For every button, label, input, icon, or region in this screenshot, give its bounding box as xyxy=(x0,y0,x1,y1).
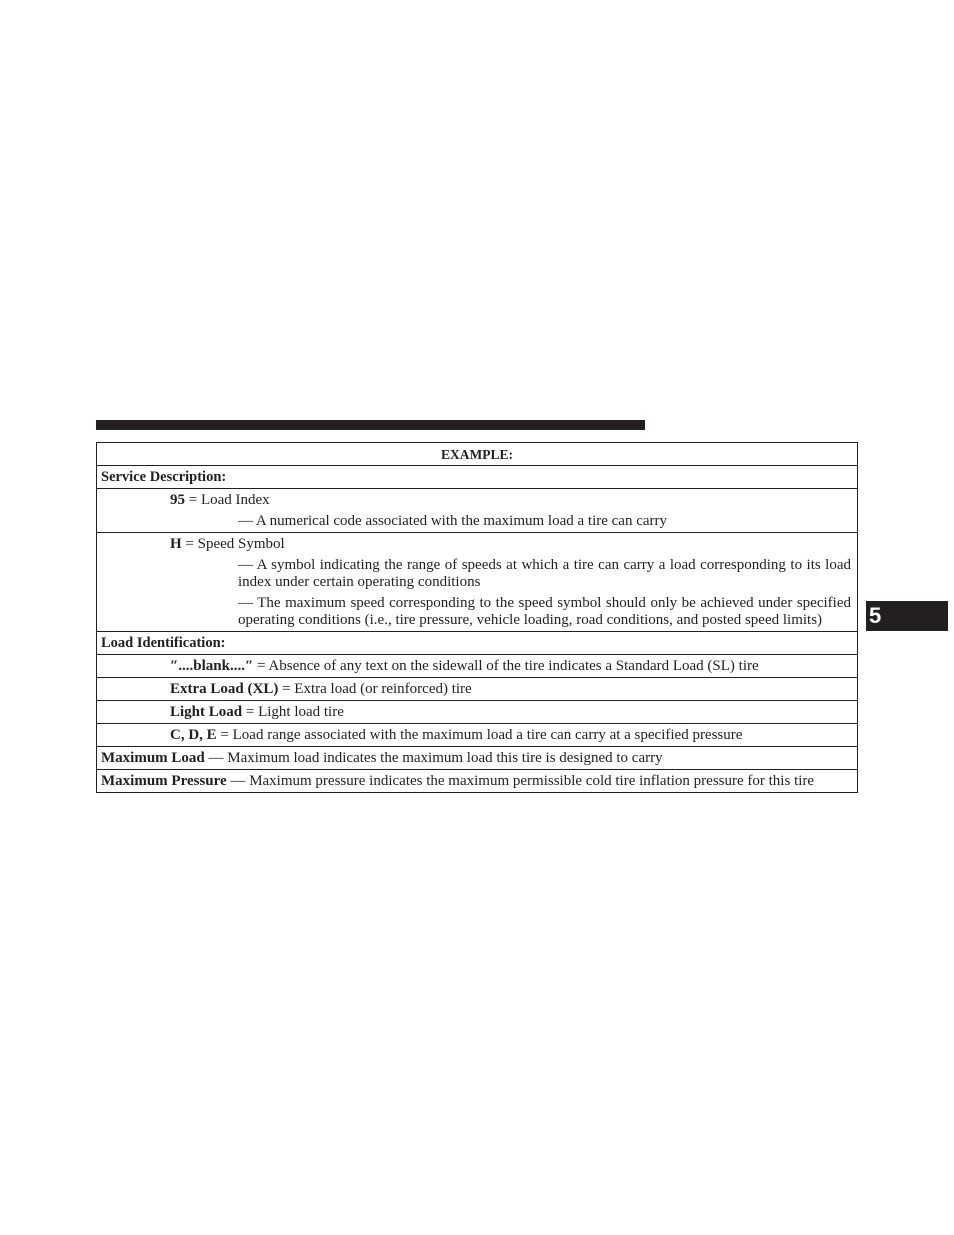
load-id-term-xl: Extra Load (XL) xyxy=(170,681,279,697)
load-id-def-cde: = Load range associated with the maximum load a tire can carry at a specified pressure xyxy=(216,727,743,743)
load-id-def-xl: = Extra load (or reinforced) tire xyxy=(278,681,472,697)
speed-symbol-row xyxy=(97,532,857,631)
table-header: EXAMPLE: xyxy=(441,447,513,462)
speed-symbol-term: H xyxy=(170,536,182,552)
speed-symbol-def: = Speed Symbol xyxy=(181,536,285,552)
load-id-term-light: Light Load xyxy=(170,704,243,720)
load-id-row-light xyxy=(97,700,857,723)
speed-symbol-line xyxy=(97,536,857,553)
load-id-row-blank xyxy=(97,654,857,677)
load-id-def-light: = Light load tire xyxy=(242,704,344,720)
service-description-heading: Service Description: xyxy=(97,465,857,488)
load-id-def-blank: = Absence of any text on the sidewall of the tire indicates a Standard Load (SL) tire xyxy=(253,658,759,674)
load-index-def: = Load Index xyxy=(185,492,270,508)
load-id-row-cde xyxy=(97,723,857,746)
load-index-row xyxy=(97,488,857,532)
section-rule xyxy=(96,420,645,430)
speed-symbol-note-2: — The maximum speed corresponding to the speed symbol should only be achieved under specified operating conditions (i.e., tire pressure, vehicle loading, road conditions, and posted speed limits) xyxy=(238,595,851,628)
chapter-tab: 5 xyxy=(866,601,948,631)
load-identification-heading: Load Identification: xyxy=(97,631,857,654)
maximum-pressure-term: Maximum Pressure xyxy=(101,773,227,789)
load-id-term-cde: C, D, E xyxy=(170,727,217,743)
maximum-pressure-row xyxy=(97,769,857,792)
load-index-term: 95 xyxy=(170,492,185,508)
maximum-load-def: — Maximum load indicates the maximum load this tire is designed to carry xyxy=(204,750,663,766)
maximum-pressure-def: — Maximum pressure indicates the maximum permissible cold tire inflation pressure for this tire xyxy=(226,773,815,789)
maximum-load-term: Maximum Load xyxy=(101,750,205,766)
maximum-load-row xyxy=(97,746,857,769)
tire-example-table xyxy=(96,442,858,793)
load-id-term-blank: ″....blank....″ xyxy=(170,658,254,674)
speed-symbol-note-1: — A symbol indicating the range of speeds at which a tire can carry a load corresponding to its load index under certain operating conditions xyxy=(238,557,851,590)
load-index-line xyxy=(97,492,857,509)
load-index-note: — A numerical code associated with the maximum load a tire can carry xyxy=(238,513,668,529)
load-id-row-xl xyxy=(97,677,857,700)
